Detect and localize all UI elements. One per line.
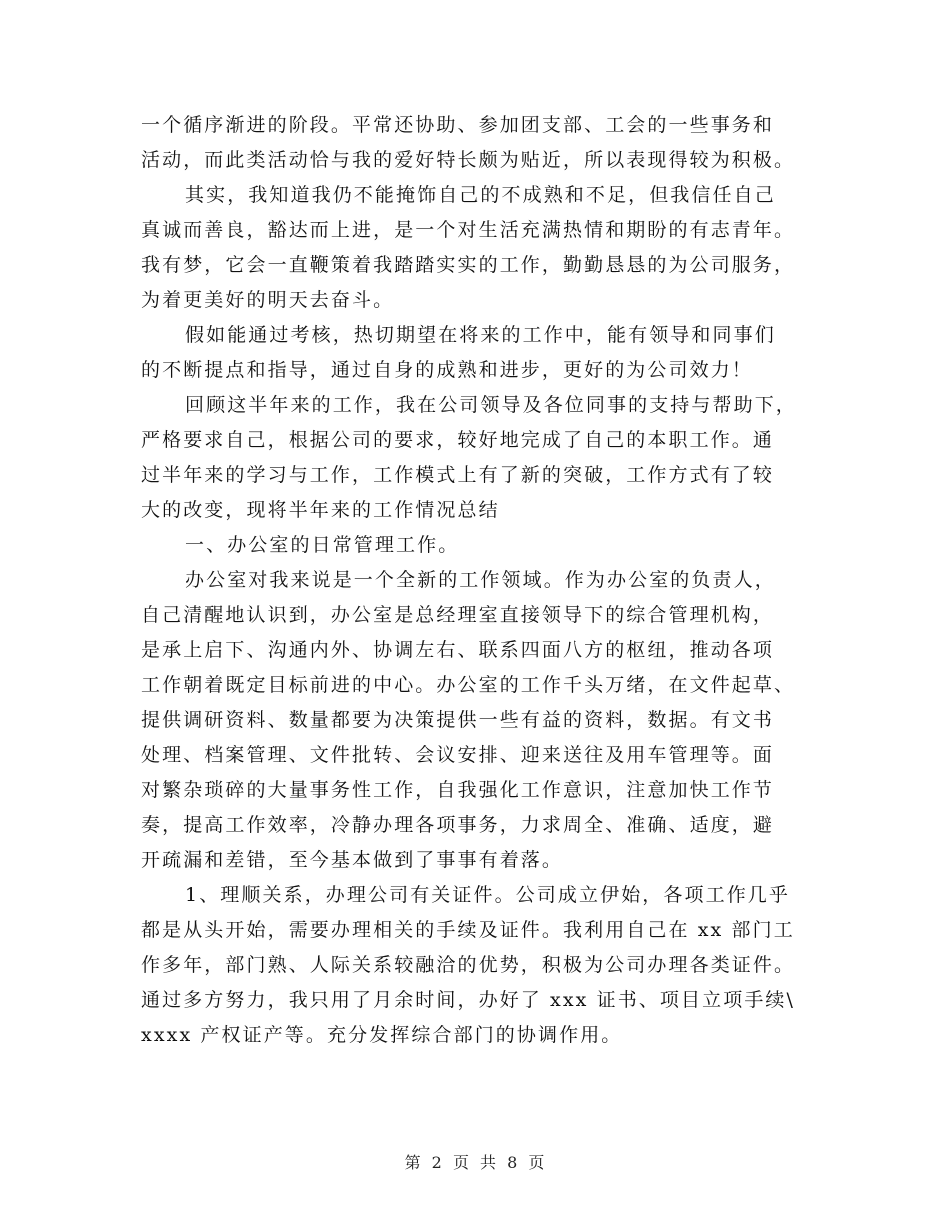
text-line: 真诚而善良，豁达而上进，是一个对生活充满热情和期盼的有志青年。	[141, 219, 796, 241]
text-line: 1、理顺关系，办理公司有关证件。公司成立伊始，各项工作几乎	[185, 884, 790, 906]
text-line: 作多年，部门熟、人际关系较融洽的优势，积极为公司办理各类证件。	[141, 954, 796, 976]
text-line: 严格要求自己，根据公司的要求，较好地完成了自己的本职工作。通	[141, 429, 775, 451]
text-line: 都是从头开始，需要办理相关的手续及证件。我利用自己在 xx 部门工	[141, 919, 795, 941]
text-line: 过半年来的学习与工作，工作模式上有了新的突破，工作方式有了较	[141, 464, 775, 486]
text-line: 自己清醒地认识到，办公室是总经理室直接领导下的综合管理机构，	[141, 604, 775, 626]
text-line: 一、办公室的日常管理工作。	[185, 534, 460, 556]
text-line: xxxx 产权证产等。充分发挥综合部门的协调作用。	[141, 1024, 623, 1046]
text-line: 办公室对我来说是一个全新的工作领域。作为办公室的负责人，	[185, 569, 776, 591]
page-number-footer: 第 2 页 共 8 页	[404, 1153, 546, 1172]
text-line: 提供调研资料、数量都要为决策提供一些有益的资料，数据。有文书	[141, 709, 775, 731]
text-line: 对繁杂琐碎的大量事务性工作，自我强化工作意识，注意加快工作节	[141, 779, 775, 801]
text-line: 处理、档案管理、文件批转、会议安排、迎来送往及用车管理等。面	[141, 744, 775, 766]
text-line: 我有梦，它会一直鞭策着我踏踏实实的工作，勤勤恳恳的为公司服务，	[141, 254, 796, 276]
text-line: 的不断提点和指导，通过自身的成熟和进步，更好的为公司效力！	[141, 359, 753, 381]
document-body	[141, 108, 811, 1053]
text-line: 活动，而此类活动恰与我的爱好特长颇为贴近，所以表现得较为积极。	[141, 149, 796, 171]
text-line: 是承上启下、沟通内外、协调左右、联系四面八方的枢纽，推动各项	[141, 639, 775, 661]
text-line: 开疏漏和差错，至今基本做到了事事有着落。	[141, 849, 564, 871]
text-line: 假如能通过考核，热切期望在将来的工作中，能有领导和同事们	[185, 324, 776, 346]
text-line: 一个循序渐进的阶段。平常还协助、参加团支部、工会的一些事务和	[141, 114, 775, 136]
text-line: 奏，提高工作效率，冷静办理各项事务，力求周全、准确、适度，避	[141, 814, 775, 836]
text-line: 通过多方努力，我只用了月余时间，办好了 xxx 证书、项目立项手续\	[141, 989, 796, 1011]
text-line: 工作朝着既定目标前进的中心。办公室的工作千头万绪，在文件起草、	[141, 674, 796, 696]
text-line: 回顾这半年来的工作，我在公司领导及各位同事的支持与帮助下，	[185, 394, 797, 416]
text-line: 大的改变，现将半年来的工作情况总结	[141, 499, 500, 521]
text-line: 为着更美好的明天去奋斗。	[141, 289, 395, 311]
text-line: 其实，我知道我仍不能掩饰自己的不成熟和不足，但我信任自己	[185, 184, 776, 206]
